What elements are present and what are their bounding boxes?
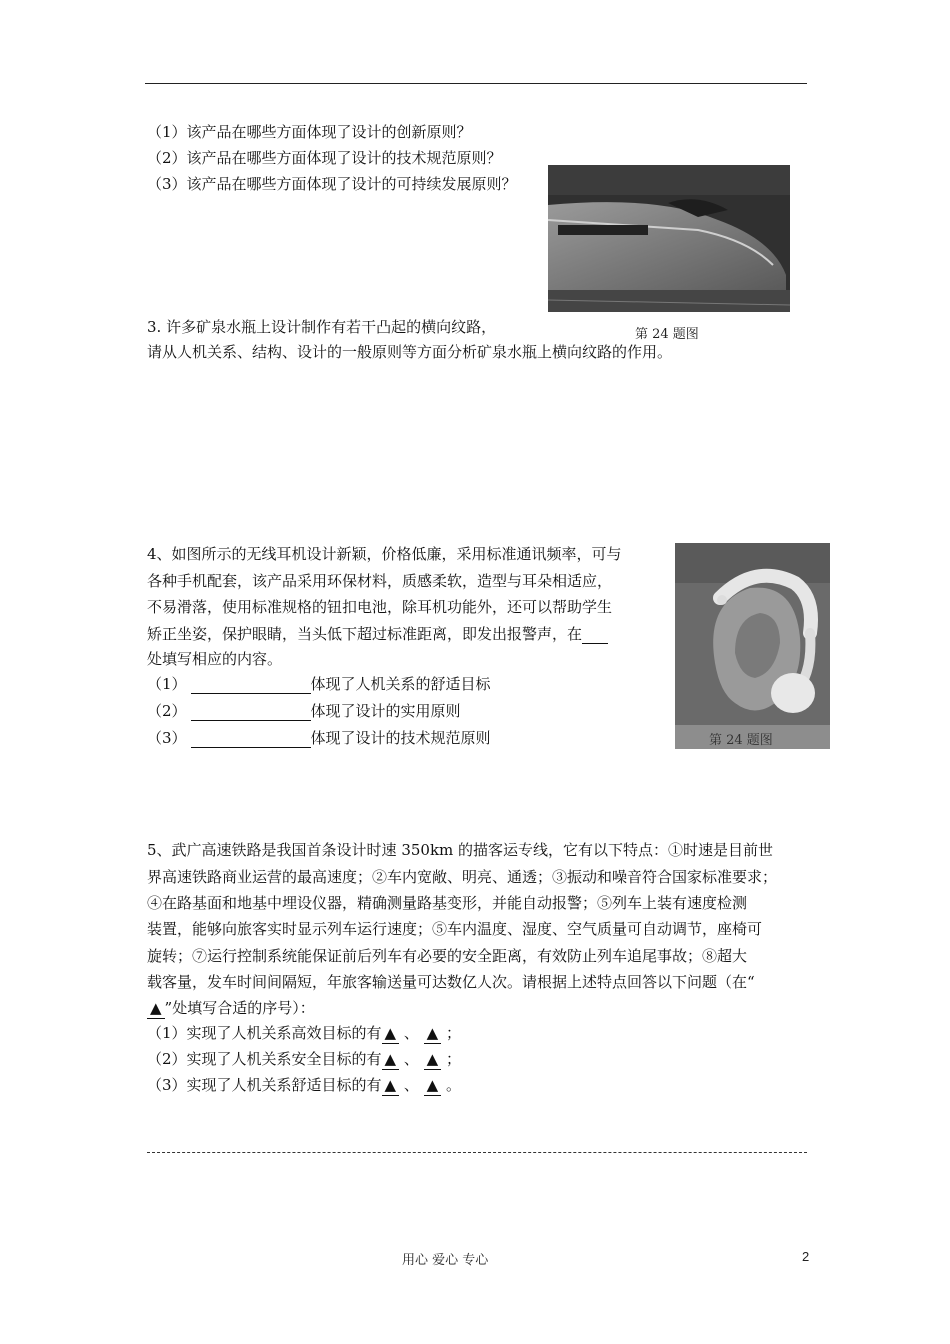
header-rule [145,83,807,84]
q5-item-3-sep: 、 [399,1076,419,1094]
q4-item-1-text: 体现了人机关系的舒适目标 [310,675,491,693]
q5-item-1-sep: 、 [399,1024,419,1042]
q4-line-5: 处填写相应的内容。 [147,650,283,668]
q5-item-2-blank-b[interactable]: ▲ [424,1049,442,1070]
q2-sub-2: （2）该产品在哪些方面体现了设计的技术规范原则？ [147,149,502,167]
q4-item-1-num: （1） [147,675,187,693]
q4-item-2-blank[interactable] [191,700,311,721]
q5-item-2-text: （2）实现了人机关系安全目标的有 [147,1050,382,1068]
q5-line-5: 旋转；⑦运行控制系统能保证前后列车有必要的安全距离，有效防止列车追尾事故；⑧超大 [147,947,748,965]
q4-item-3-text: 体现了设计的技术规范原则 [310,729,491,747]
q3-line-2: 请从人机关系、结构、设计的一般原则等方面分析矿泉水瓶上横向纹路的作用。 [147,343,673,361]
footer-dashed-rule [147,1152,807,1153]
footer-motto: 用心 爱心 专心 [402,1253,489,1268]
q5-item-1-blank-b[interactable]: ▲ [424,1023,442,1044]
q4-line-2: 各种手机配套，该产品采用环保材料，质感柔软，造型与耳朵相适应， [147,572,613,590]
q2-sub-1: （1）该产品在哪些方面体现了设计的创新原则？ [147,123,472,141]
q5-item-2 [147,1049,461,1070]
q4-line-4 [147,623,608,644]
q5-line-3: ④在路基面和地基中埋设仪器，精确测量路基变形，并能自动报警；⑤列车上装有速度检测 [147,894,748,912]
q5-item-1-text: （1）实现了人机关系高效目标的有 [147,1024,382,1042]
q2-sub-3: （3）该产品在哪些方面体现了设计的可持续发展原则？ [147,175,517,193]
q4-item-3 [147,727,491,748]
triangle-mark: ▲ [147,998,165,1019]
q5-line-7-text: ”处填写合适的序号）： [164,999,315,1017]
q5-item-2-sep: 、 [399,1050,419,1068]
q4-line-4-text: 矫正坐姿，保护眼睛，当头低下超过标准距离，即发出报警声，在 [147,625,583,643]
page-number: 2 [802,1249,810,1264]
earphone-photo [675,543,830,749]
q5-item-3-end: 。 [441,1076,461,1094]
q4-line-1: 4、如图所示的无线耳机设计新颖，价格低廉，采用标准通讯频率，可与 [147,545,622,563]
q4-item-2-text: 体现了设计的实用原则 [310,702,461,720]
q3-line-1: 3. 许多矿泉水瓶上设计制作有若干凸起的横向纹路， [147,318,497,336]
q4-item-2 [147,700,461,721]
train-photo [548,165,790,312]
q4-item-1 [147,673,491,694]
q4-line-3: 不易滑落，使用标准规格的钮扣电池，除耳机功能外，还可以帮助学生 [147,598,613,616]
q5-line-1: 5、武广高速铁路是我国首条设计时速 350km 的描客运专线，它有以下特点：①时速是目前世 [147,841,774,859]
q5-line-2: 界高速铁路商业运营的最高速度；②车内宽敞、明亮、通透；③振动和噪音符合国家标准要求； [147,868,778,886]
q4-item-2-num: （2） [147,702,187,720]
q5-item-2-end: ； [441,1050,461,1068]
q5-line-6: 载客量，发车时间间隔短，年旅客输送量可达数亿人次。请根据上述特点回答以下问题（在“ [147,973,755,991]
q5-item-2-blank-a[interactable]: ▲ [382,1049,400,1070]
q4-blank-inline [582,623,608,644]
q5-line-4: 装置，能够向旅客实时显示列车运行速度；⑤车内温度、湿度、空气质量可自动调节，座椅可 [147,920,763,938]
train-photo-caption: 第 24 题图 [635,327,699,342]
q5-item-1 [147,1023,461,1044]
q5-item-1-end: ； [441,1024,461,1042]
q4-item-3-blank[interactable] [191,727,311,748]
q4-item-1-blank[interactable] [191,673,311,694]
earphone-photo-caption: 第 24 题图 [709,733,773,748]
q5-item-3 [147,1075,461,1096]
q5-item-3-text: （3）实现了人机关系舒适目标的有 [147,1076,382,1094]
q5-item-3-blank-b[interactable]: ▲ [424,1075,442,1096]
q5-line-7 [147,998,315,1019]
q4-item-3-num: （3） [147,729,187,747]
q5-item-1-blank-a[interactable]: ▲ [382,1023,400,1044]
q5-item-3-blank-a[interactable]: ▲ [382,1075,400,1096]
